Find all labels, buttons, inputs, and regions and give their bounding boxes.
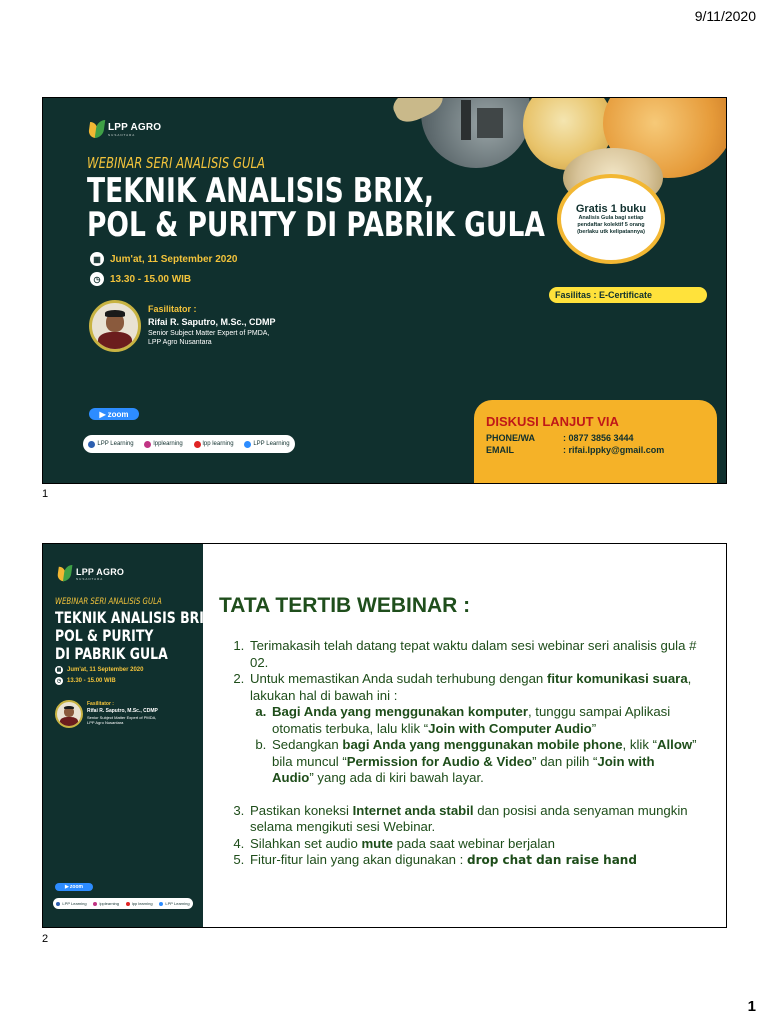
zoom-badge-small: ▶ zoom: [55, 883, 93, 891]
web-icon-small: [159, 902, 163, 906]
clock-icon: ◷: [90, 272, 104, 286]
email-value: : rifai.lppky@gmail.com: [563, 445, 665, 455]
rule-4: 4. Silahkan set audio mute pada saat webinar berjalan: [248, 836, 699, 853]
title-line-1: TEKNIK ANALISIS BRIX,: [87, 171, 434, 211]
slide-2-sidebar: [43, 544, 219, 927]
fasilitator-desc-2-small: LPP Agro Nusantara: [87, 720, 124, 725]
event-time-small: ◷ 13.30 - 15.00 WIB: [56, 678, 116, 684]
fasilitator-name-small: Rifai R. Saputro, M.Sc., CDMP: [87, 708, 158, 714]
slide-2: [42, 543, 727, 928]
rule-2a: a. Bagi Anda yang menggunakan komputer, tunggu sampai Aplikasi otomatis terbuka, lalu klik “Join with Computer Audio”: [270, 704, 699, 737]
event-date: [90, 252, 237, 266]
social-youtube: lpp learning: [194, 441, 234, 448]
calendar-icon: ▦: [90, 252, 104, 266]
series-title-small: WEBINAR SERI ANALISIS GULA: [55, 597, 162, 607]
youtube-icon-small: [126, 902, 130, 906]
logo-name: LPP AGRO: [108, 122, 162, 133]
fasilitator-desc-1-small: Senior Subject Matter Expert of PMDA,: [87, 715, 157, 720]
lpp-agro-logo: [89, 120, 161, 140]
logo-name-small: LPP AGRO: [76, 566, 125, 577]
facebook-icon-small: [56, 902, 60, 906]
email-label: EMAIL: [486, 445, 514, 455]
fasilitas-badge: Fasilitas : E-Certificate: [549, 287, 707, 303]
gratis-desc-1: Analisis Gula bagi setiap: [578, 214, 644, 221]
phone-value: : 0877 3856 3444: [563, 433, 634, 443]
rule-1: 1. Terimakasih telah datang tepat waktu dalam sesi webinar seri analisis gula # 02.: [248, 638, 699, 671]
diskusi-panel: [474, 400, 717, 484]
event-date-text: Jum'at, 11 September 2020: [110, 253, 238, 265]
gratis-desc-3: (berlaku utk kelipatannya): [577, 228, 645, 235]
rule-5: 5. Fitur-fitur lain yang akan digunakan : drop chat dan raise hand: [248, 852, 699, 869]
lpp-agro-logo-small: [57, 564, 124, 584]
zoom-icon: ▶: [99, 409, 106, 419]
gratis-desc-2: pendaftar kolektif 5 orang: [577, 221, 645, 228]
event-date-small: ▦ Jum'at, 11 September 2020: [56, 667, 144, 673]
youtube-icon: [194, 441, 201, 448]
title-line-3-small: DI PABRIK GULA: [55, 644, 168, 663]
social-bar-small: [53, 898, 193, 909]
rule-2b: b. Sedangkan bagi Anda yang menggunakan mobile phone, klik “Allow” bila muncul “Permission for Audio & Video” dan pilih “Join with Audio” yang ada di kiri bawah layar.: [270, 737, 699, 787]
lpp-agro-logo-mark: [89, 120, 105, 140]
title-line-2: POL & PURITY DI PABRIK GULA: [87, 205, 545, 245]
zoom-label: zoom: [107, 409, 129, 419]
fasilitator-label-small: Fasilitator :: [87, 701, 114, 707]
rule-2-sublist: [250, 704, 699, 787]
slide-number-1: 1: [42, 488, 49, 500]
rules-list: [229, 638, 699, 869]
zoom-badge: [89, 408, 139, 420]
lpp-agro-logo-mark-small: [58, 565, 72, 583]
title-line-2-small: POL & PURITY: [55, 626, 154, 645]
handout-page-number: 1: [747, 998, 756, 1015]
social-facebook-small: LPP Learning: [56, 901, 86, 906]
clock-icon-small: ◷: [56, 678, 62, 684]
gratis-title: Gratis 1 buku: [575, 202, 647, 215]
rules-list-container: [229, 638, 699, 869]
fasilitator-desc-2: LPP Agro Nusantara: [148, 339, 212, 346]
slide-number-2: 2: [42, 933, 49, 945]
event-time-text: 13.30 - 15.00 WIB: [110, 273, 192, 285]
rule-2: 2. Untuk memastikan Anda sudah terhubung dengan fitur komunikasi suara, lakukan hal di bawah ini : a. Bagi Anda yang menggunakan komputer, tunggu sampai Aplikasi otomatis terbuka, lalu klik “Join with Computer Audio” b. Sedangkan bagi Anda yang menggunakan mobile phone, klik “Allow” bila muncul “Permission for Audio & Video” dan pilih “Join with Audio” yang ada di kiri bawah layar.: [248, 671, 699, 787]
series-title: WEBINAR SERI ANALISIS GULA: [87, 154, 266, 172]
fasilitator-avatar: [89, 300, 141, 352]
event-time: [90, 272, 191, 286]
diskusi-title: DISKUSI LANJUT VIA: [486, 414, 619, 429]
calendar-icon-small: ▦: [56, 667, 62, 673]
facebook-icon: [88, 441, 95, 448]
logo-sub: NUSANTARA: [108, 133, 136, 137]
instagram-icon: [144, 441, 151, 448]
web-icon: [244, 441, 251, 448]
fasilitator-label: Fasilitator :: [148, 304, 197, 314]
title-line-1-small: TEKNIK ANALISIS BRIX,: [55, 608, 219, 627]
instagram-icon-small: [93, 902, 97, 906]
social-youtube-small: lpp learning: [126, 901, 153, 906]
social-web: LPP Learning: [244, 441, 289, 448]
logo-sub-small: NUSANTARA: [76, 576, 104, 581]
slide-1: [42, 97, 727, 484]
social-instagram: lpplearning: [144, 441, 182, 448]
gratis-buku-badge: [557, 174, 665, 264]
rule-3: 3. Pastikan koneksi Internet anda stabil dan posisi anda senyaman mungkin selama mengikuti sesi Webinar.: [248, 803, 699, 836]
fasilitator-avatar-small: [55, 700, 83, 728]
social-instagram-small: lpplearning: [93, 901, 119, 906]
phone-label: PHONE/WA: [486, 433, 536, 443]
fasilitator-name: Rifai R. Saputro, M.Sc., CDMP: [148, 317, 276, 327]
social-facebook: LPP Learning: [88, 441, 133, 448]
rules-heading: TATA TERTIB WEBINAR :: [219, 594, 471, 617]
zoom-icon-small: ▶: [65, 884, 69, 890]
social-web-small: LPP Learning: [159, 901, 189, 906]
social-bar: [83, 435, 295, 453]
fasilitator-desc-1: Senior Subject Matter Expert of PMDA,: [148, 330, 270, 337]
handout-date: 9/11/2020: [694, 8, 756, 24]
